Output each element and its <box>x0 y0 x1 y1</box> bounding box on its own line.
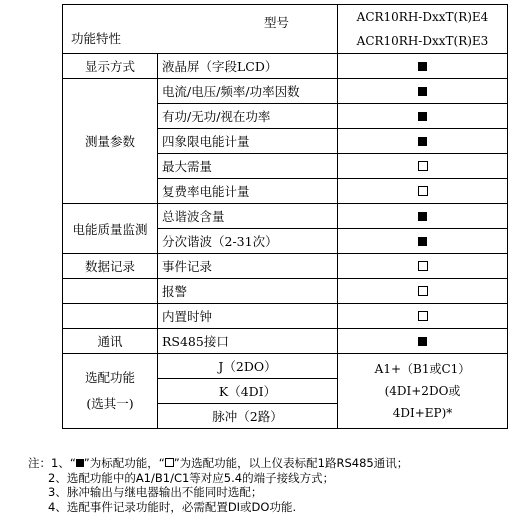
option-k: K（4DI） <box>158 379 338 404</box>
optional-mark-icon <box>418 311 428 321</box>
empty-cell <box>63 304 158 329</box>
mark-cell <box>338 129 508 154</box>
optional-mark-icon <box>418 261 428 271</box>
note-1-suffix: ”为选配功能，以上仪表标配1路RS485通讯； <box>173 456 409 470</box>
option-desc-line3: 4DI+EP)* <box>392 406 453 420</box>
option-desc-line2: (4DI+2DO或 <box>384 384 461 398</box>
standard-mark-icon <box>418 337 427 346</box>
note-1-mid: ”为标配功能，“ <box>83 456 165 470</box>
feature-current: 电流/电压/频率/功率因数 <box>158 79 338 104</box>
empty-cell <box>63 279 158 304</box>
feature-alarm: 报警 <box>158 279 338 304</box>
standard-mark-icon <box>418 137 427 146</box>
option-j: J（2DO） <box>158 354 338 379</box>
table-row <box>63 304 508 329</box>
header-type-label: 型号 <box>263 15 289 30</box>
feature-clock: 内置时钟 <box>158 304 338 329</box>
note-4: 4、选配事件记录功能时，必需配置DI或DO功能. <box>48 499 297 514</box>
model-e4: ACR10RH-DxxT(R)E4 <box>356 10 489 24</box>
mark-cell <box>338 154 508 179</box>
group-options <box>63 354 158 429</box>
note-1-prefix: 注：1、“ <box>28 456 76 470</box>
mark-cell <box>338 104 508 129</box>
standard-mark-icon <box>418 212 427 221</box>
option-description <box>338 354 508 429</box>
note-1 <box>28 456 523 471</box>
header-row <box>63 5 508 54</box>
mark-cell <box>338 279 508 304</box>
feature-tariff: 复费率电能计量 <box>158 179 338 204</box>
table-row <box>63 79 508 104</box>
mark-cell <box>338 204 508 229</box>
note-3: 3、脉冲输出与继电器输出不能同时选配； <box>48 485 263 499</box>
standard-mark-icon <box>418 237 427 246</box>
table-row <box>63 354 508 379</box>
optional-mark-icon <box>418 161 428 171</box>
model-e3: ACR10RH-DxxT(R)E3 <box>356 34 489 48</box>
options-line2: (选其一) <box>86 396 134 411</box>
feature-thd: 总谐波含量 <box>158 204 338 229</box>
mark-cell <box>338 254 508 279</box>
option-pulse: 脉冲（2路） <box>158 404 338 429</box>
group-comm: 通讯 <box>63 329 158 354</box>
note-2: 2、选配功能中的A1/B1/C1等对应5.4的端子接线方式； <box>48 470 335 485</box>
standard-mark-icon <box>418 112 427 121</box>
group-power-quality: 电能质量监测 <box>63 204 158 254</box>
table-row <box>63 279 508 304</box>
optional-mark-icon <box>165 458 174 467</box>
feature-quadrant: 四象限电能计量 <box>158 129 338 154</box>
mark-cell <box>338 329 508 354</box>
table-row <box>63 204 508 229</box>
optional-mark-icon <box>418 286 428 296</box>
feature-power: 有功/无功/视在功率 <box>158 104 338 129</box>
standard-mark-icon <box>76 459 84 467</box>
options-line1: 选配功能 <box>84 370 135 385</box>
table-row <box>63 254 508 279</box>
mark-cell <box>338 179 508 204</box>
spec-table <box>62 4 508 429</box>
feature-event: 事件记录 <box>158 254 338 279</box>
optional-mark-icon <box>418 186 428 196</box>
notes <box>28 456 523 514</box>
table-row <box>63 54 508 79</box>
mark-cell <box>338 229 508 254</box>
mark-cell <box>338 54 508 79</box>
group-display: 显示方式 <box>63 54 158 79</box>
mark-cell <box>338 304 508 329</box>
standard-mark-icon <box>418 62 427 71</box>
table-row <box>63 329 508 354</box>
feature-lcd: 液晶屏（字段LCD） <box>158 54 338 79</box>
feature-demand: 最大需量 <box>158 154 338 179</box>
mark-cell <box>338 79 508 104</box>
option-desc-line1: A1+（B1或C1） <box>374 362 471 376</box>
standard-mark-icon <box>418 87 427 96</box>
group-records: 数据记录 <box>63 254 158 279</box>
feature-rs485: RS485接口 <box>158 329 338 354</box>
feature-harmonics: 分次谐波（2-31次） <box>158 229 338 254</box>
header-function-label: 功能特性 <box>71 31 122 46</box>
group-measure: 测量参数 <box>63 79 158 204</box>
header-diagonal-cell <box>63 5 338 54</box>
header-model-cell <box>338 5 508 54</box>
